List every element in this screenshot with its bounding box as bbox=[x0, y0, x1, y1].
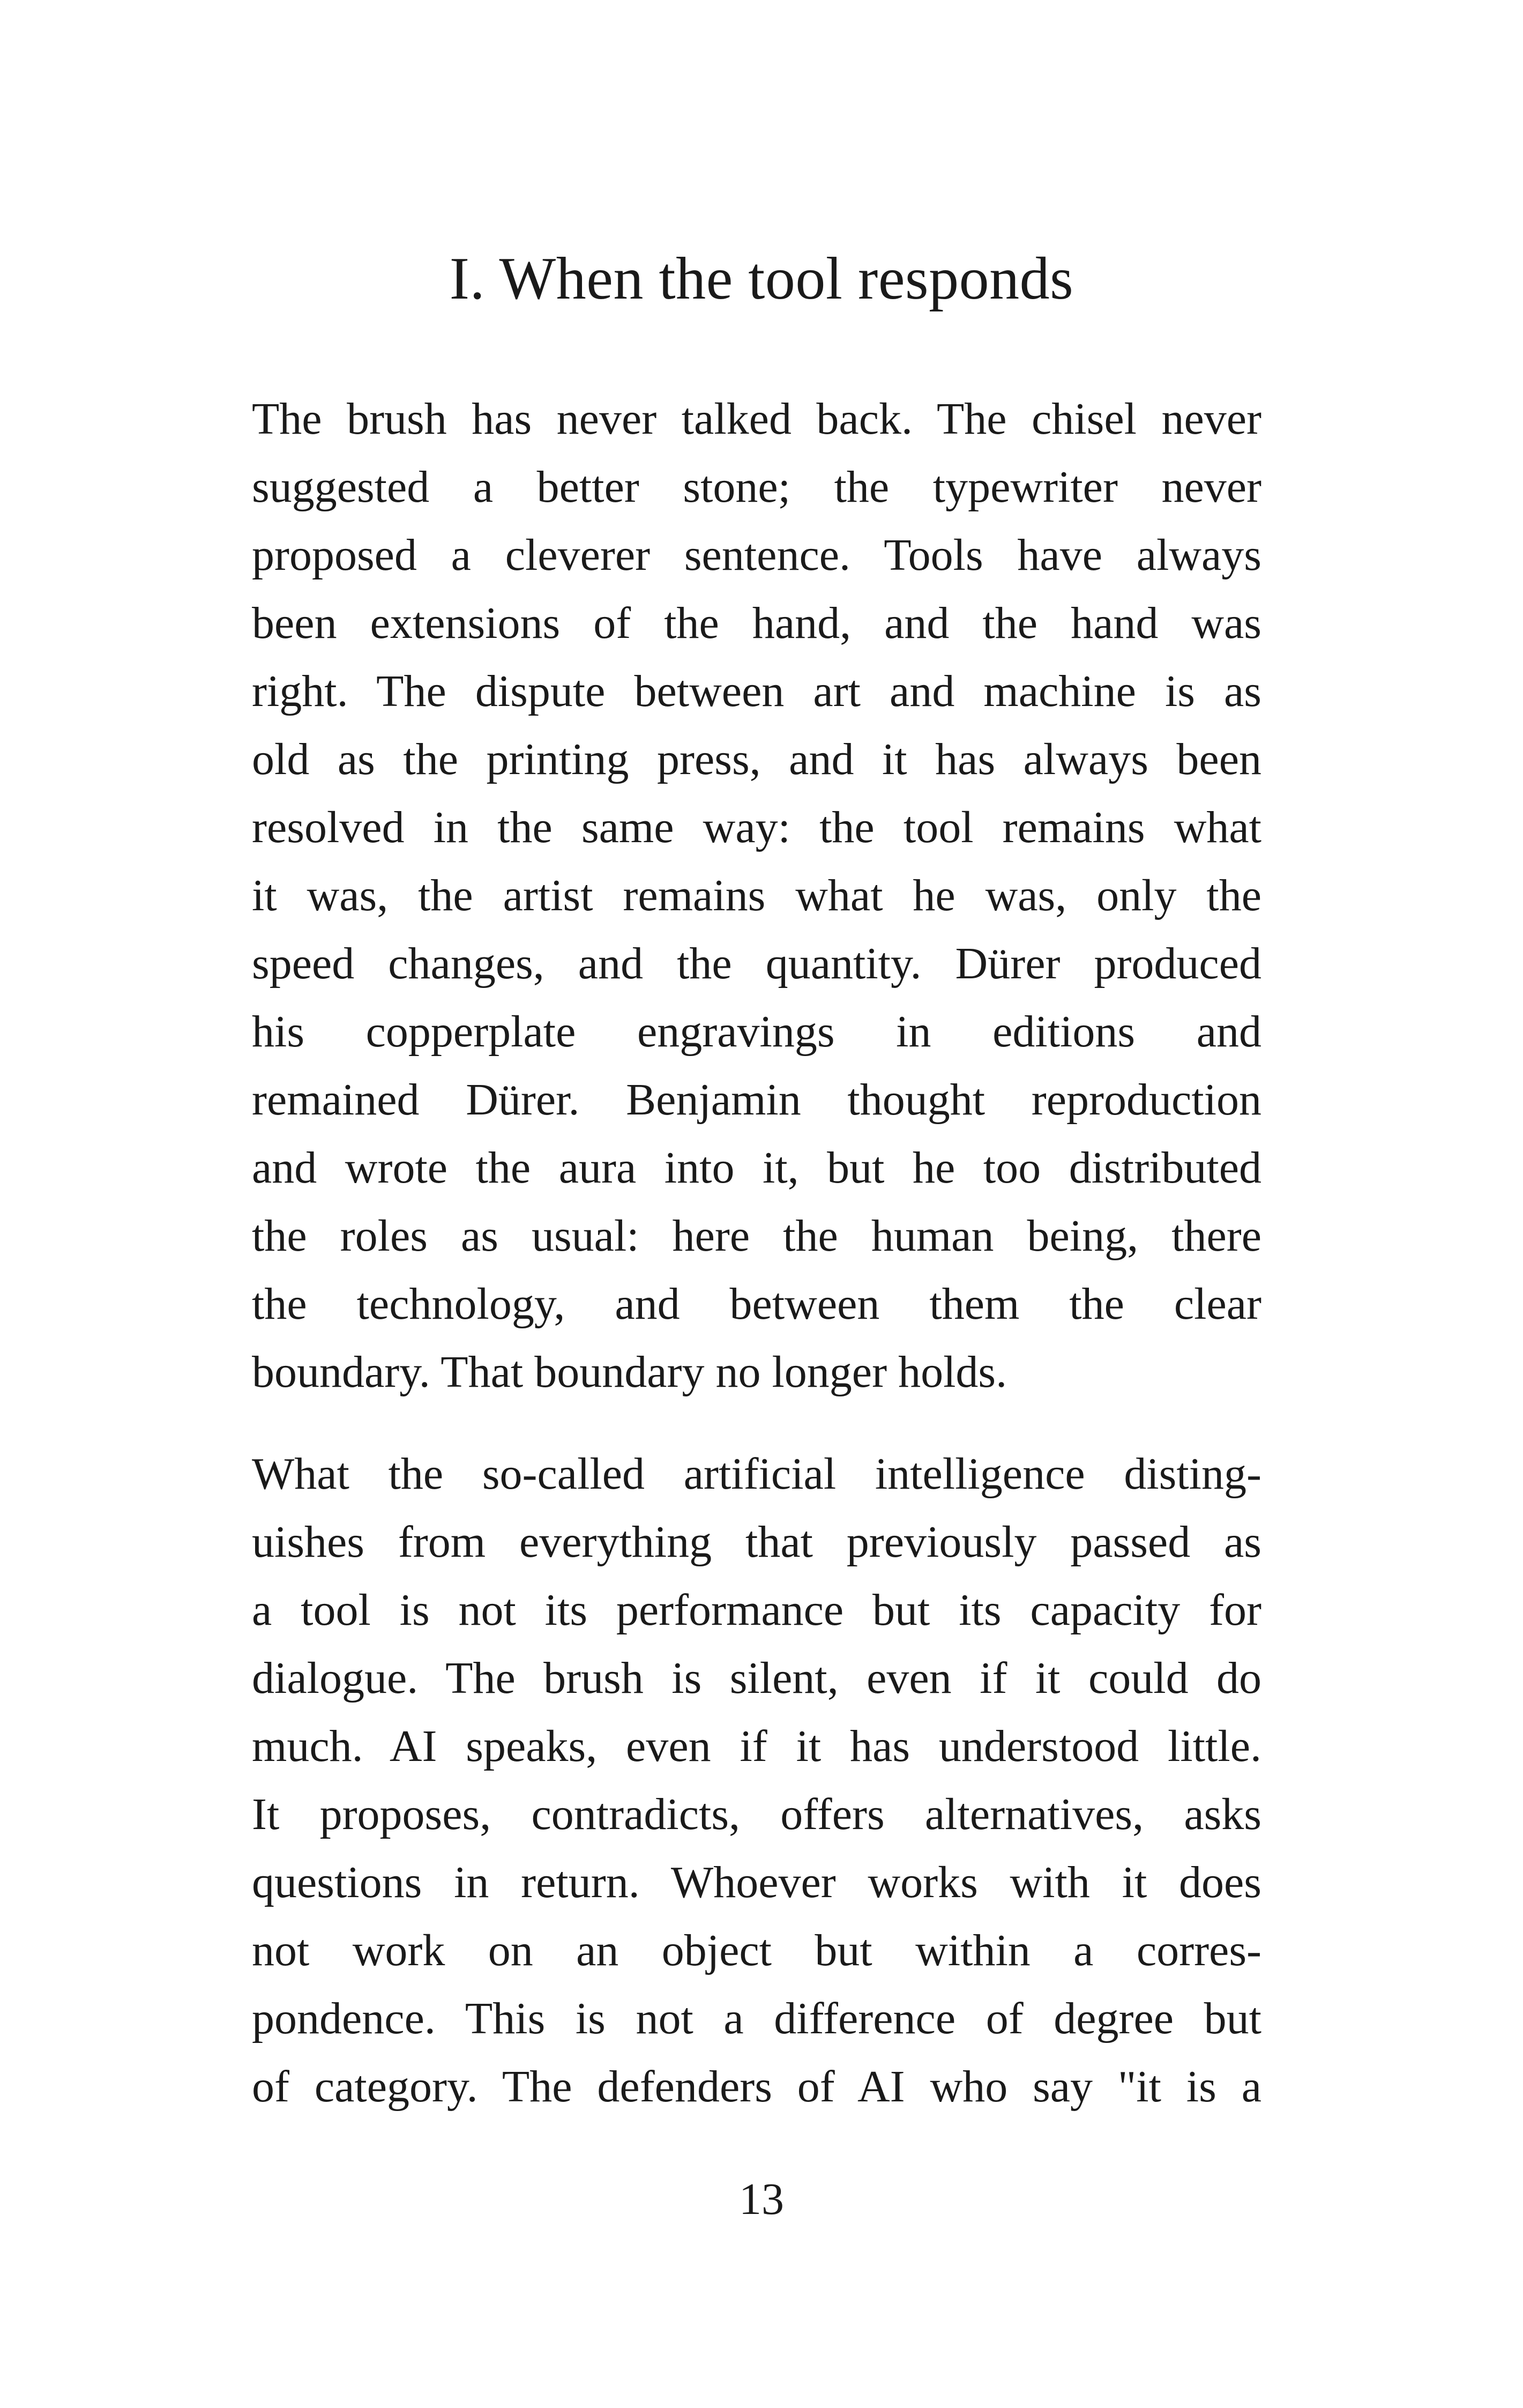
text-line: boundary. That boundary no longer holds. bbox=[252, 1347, 1007, 1397]
text-line: much. AI speaks, even if it has understood little. bbox=[252, 1721, 1261, 1771]
text-line: it was, the artist remains what he was, only the bbox=[252, 871, 1261, 920]
page-number: 13 bbox=[739, 2174, 784, 2224]
chapter-title: I. When the tool responds bbox=[449, 246, 1074, 312]
paragraph bbox=[252, 385, 1261, 1406]
text-line: a tool is not its performance but its capacity for bbox=[252, 1585, 1261, 1635]
text-line: the roles as usual: here the human being, there bbox=[252, 1211, 1261, 1261]
body-text bbox=[252, 385, 1261, 2121]
text-line: What the so-called artificial intelligence disting- bbox=[252, 1449, 1261, 1499]
text-line: The brush has never talked back. The chisel never bbox=[252, 394, 1261, 444]
text-line: and wrote the aura into it, but he too distributed bbox=[252, 1143, 1261, 1193]
text-line: not work on an object but within a corres- bbox=[252, 1926, 1261, 1975]
text-line: remained Dürer. Benjamin thought reproduction bbox=[252, 1075, 1261, 1125]
text-line: dialogue. The brush is silent, even if it could do bbox=[252, 1653, 1261, 1703]
text-line: been extensions of the hand, and the hand was bbox=[252, 598, 1261, 648]
text-line: right. The dispute between art and machine is as bbox=[252, 666, 1261, 716]
text-line: suggested a better stone; the typewriter never bbox=[252, 462, 1261, 512]
text-line: resolved in the same way: the tool remains what bbox=[252, 802, 1261, 852]
text-line: the technology, and between them the clear bbox=[252, 1279, 1261, 1329]
text-line: questions in return. Whoever works with it does bbox=[252, 1857, 1261, 1907]
paragraph-gap bbox=[252, 1406, 1261, 1440]
text-line: of category. The defenders of AI who say "it is a bbox=[252, 2062, 1261, 2112]
text-line: It proposes, contradicts, offers alternatives, asks bbox=[252, 1789, 1261, 1839]
text-line: uishes from everything that previously passed as bbox=[252, 1517, 1261, 1567]
text-line: his copperplate engravings in editions and bbox=[252, 1007, 1261, 1057]
text-line: proposed a cleverer sentence. Tools have always bbox=[252, 530, 1261, 580]
text-line: speed changes, and the quantity. Dürer produced bbox=[252, 939, 1261, 989]
text-line: old as the printing press, and it has always been bbox=[252, 734, 1261, 784]
paragraph bbox=[252, 1440, 1261, 2121]
text-line: pondence. This is not a difference of degree but bbox=[252, 1994, 1261, 2043]
